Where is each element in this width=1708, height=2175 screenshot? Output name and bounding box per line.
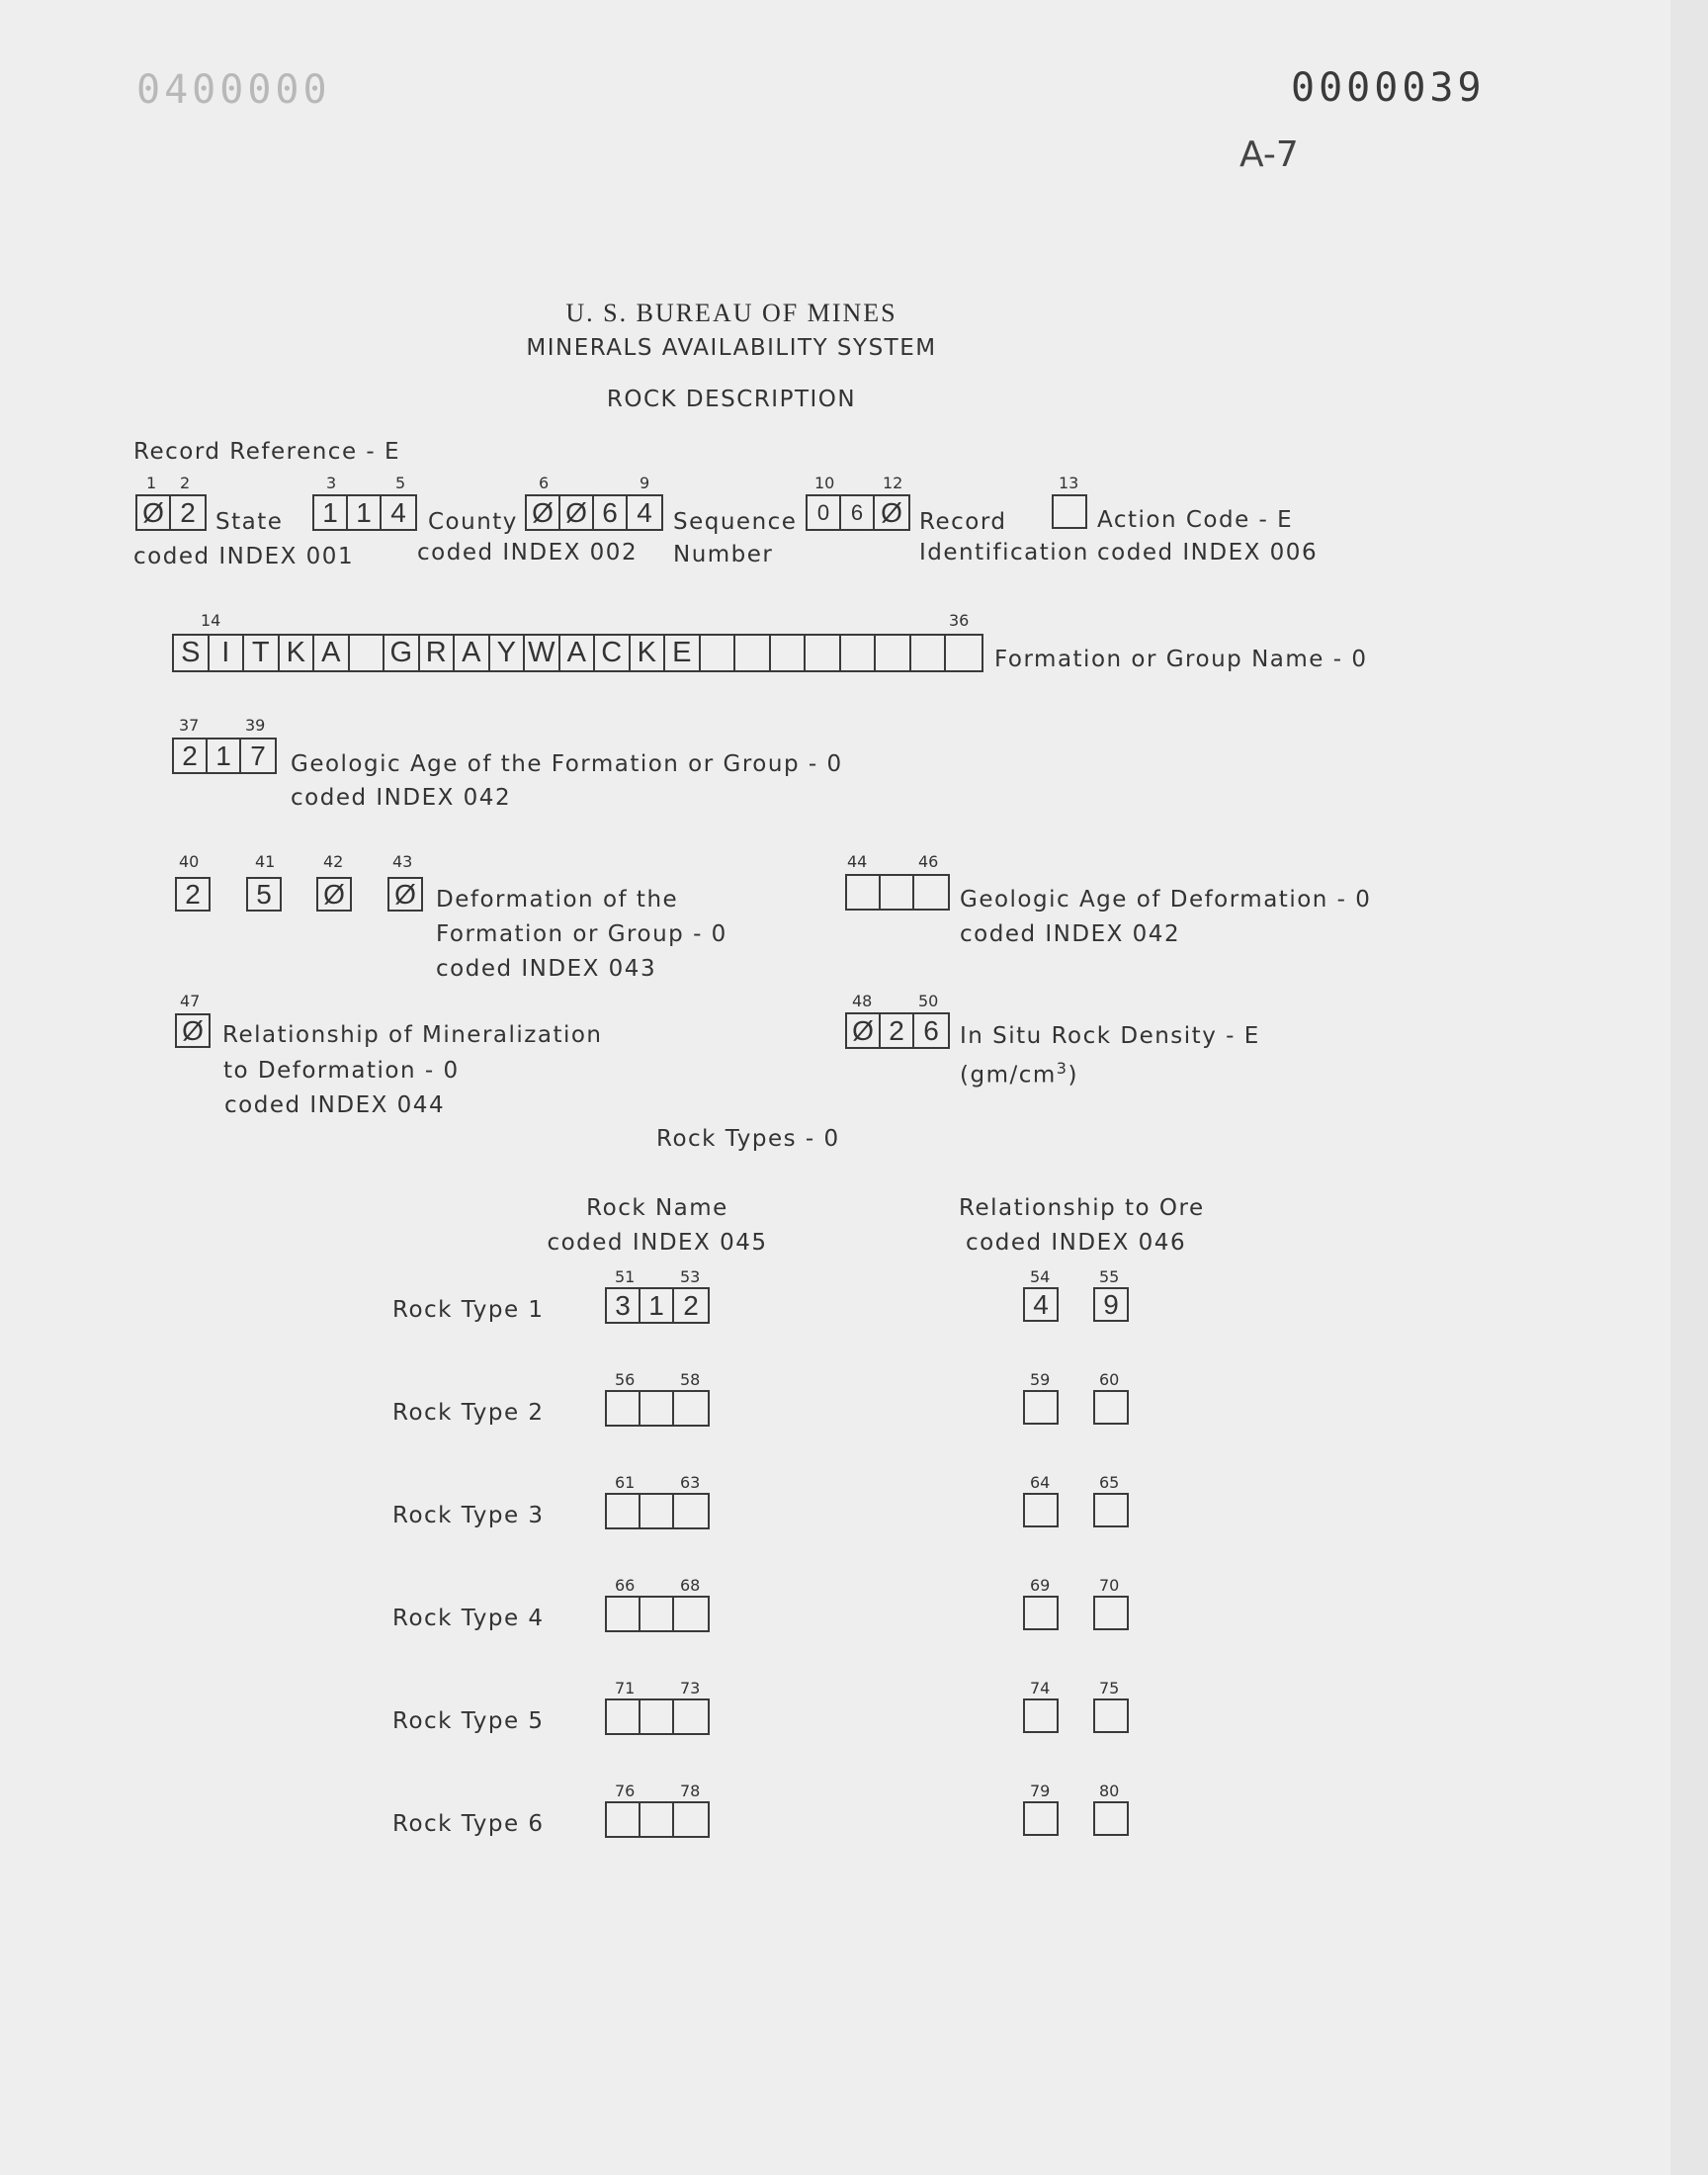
cell <box>674 1392 708 1425</box>
col-num: 71 <box>615 1679 636 1697</box>
rock-name-field[interactable] <box>605 1287 710 1324</box>
cell <box>674 1803 708 1836</box>
record-id-field[interactable] <box>806 494 910 531</box>
action-code-field[interactable] <box>1052 494 1087 529</box>
cell: Ø <box>137 496 171 529</box>
mineralization-field[interactable]: Ø <box>175 1013 211 1048</box>
col-num: 2 <box>180 474 191 492</box>
formation-cell <box>876 636 911 670</box>
relationship-field-b[interactable] <box>1093 1801 1129 1836</box>
cell <box>607 1598 640 1630</box>
document-number: 0000039 <box>1291 65 1486 111</box>
formation-cell <box>946 636 982 670</box>
rock-name-index-header: coded INDEX 045 <box>547 1230 768 1256</box>
cell: 6 <box>841 496 875 529</box>
col-num: 14 <box>201 611 221 630</box>
deformation-age-index-label: coded INDEX 042 <box>960 921 1181 947</box>
formation-cell: A <box>455 636 490 670</box>
col-num: 13 <box>1059 474 1079 492</box>
col-num: 60 <box>1099 1370 1120 1389</box>
county-code-field[interactable] <box>312 494 417 531</box>
col-num: 61 <box>615 1473 636 1492</box>
cell: 2 <box>180 496 196 528</box>
col-num: 76 <box>615 1782 636 1800</box>
form-title: ROCK DESCRIPTION <box>606 387 857 412</box>
cell <box>674 1700 708 1733</box>
state-code-field[interactable] <box>135 494 207 531</box>
col-num: 39 <box>245 716 266 735</box>
rock-type-label: Rock Type 2 <box>392 1400 545 1426</box>
col-num: 9 <box>640 474 650 492</box>
col-num: 41 <box>255 852 276 871</box>
cell: 6 <box>923 1014 939 1046</box>
action-code-label: Action Code - E <box>1097 507 1294 533</box>
cell: 1 <box>314 496 348 529</box>
mineralization-label: Relationship of Mineralization <box>222 1022 603 1048</box>
formation-name-field[interactable] <box>172 634 983 672</box>
cell <box>607 1392 640 1425</box>
formation-cell <box>701 636 736 670</box>
relationship-field-a[interactable] <box>1023 1493 1059 1527</box>
col-num: 50 <box>918 992 939 1010</box>
cell <box>674 1495 708 1527</box>
formation-name-label: Formation or Group Name - 0 <box>994 647 1368 672</box>
cell: 2 <box>683 1289 699 1321</box>
col-num: 70 <box>1099 1576 1120 1595</box>
formation-cell: C <box>595 636 631 670</box>
formation-cell: Y <box>490 636 526 670</box>
geologic-age-label: Geologic Age of the Formation or Group - 0 <box>291 751 843 777</box>
cell <box>640 1392 674 1425</box>
col-num: 3 <box>326 474 337 492</box>
rock-type-label: Rock Type 6 <box>392 1811 545 1837</box>
rock-type-label: Rock Type 4 <box>392 1606 545 1631</box>
cell: 1 <box>640 1289 674 1322</box>
col-num: 10 <box>814 474 835 492</box>
col-num: 78 <box>680 1782 701 1800</box>
deformation-field-43[interactable]: Ø <box>387 877 423 912</box>
relationship-field-b[interactable]: 9 <box>1093 1287 1129 1322</box>
col-num: 6 <box>539 474 550 492</box>
unit-exponent: 3 <box>1056 1059 1068 1078</box>
deformation-field-41[interactable]: 5 <box>246 877 282 912</box>
record-reference-label: Record Reference - E <box>133 439 401 465</box>
formation-cell: I <box>210 636 245 670</box>
cell <box>914 876 948 909</box>
col-num: 54 <box>1030 1267 1051 1286</box>
col-num: 73 <box>680 1679 701 1697</box>
formation-cell: R <box>420 636 456 670</box>
cell <box>881 876 914 909</box>
cell <box>607 1495 640 1527</box>
col-num: 63 <box>680 1473 701 1492</box>
cell: 2 <box>881 1014 914 1047</box>
cell: 3 <box>607 1289 640 1322</box>
relationship-field-b[interactable] <box>1093 1390 1129 1425</box>
mineralization-label-2: to Deformation - 0 <box>223 1058 460 1084</box>
relationship-field-b[interactable] <box>1093 1698 1129 1733</box>
col-num: 12 <box>883 474 903 492</box>
formation-cell: E <box>665 636 701 670</box>
rock-name-field[interactable] <box>605 1698 710 1735</box>
sequence-label: Sequence <box>673 509 798 535</box>
deformation-field-40[interactable]: 2 <box>175 877 211 912</box>
col-num: 58 <box>680 1370 701 1389</box>
col-num: 56 <box>615 1370 636 1389</box>
formation-cell <box>841 636 877 670</box>
col-num: 66 <box>615 1576 636 1595</box>
cell <box>640 1803 674 1836</box>
col-num: 43 <box>392 852 413 871</box>
formation-cell <box>735 636 771 670</box>
col-num: 47 <box>180 992 201 1010</box>
col-num: 53 <box>680 1267 701 1286</box>
relationship-index-header: coded INDEX 046 <box>966 1230 1187 1256</box>
cell <box>640 1495 674 1527</box>
rock-density-label: In Situ Rock Density - E <box>960 1023 1260 1049</box>
cell: Ø <box>527 496 560 529</box>
stamp-left: 0400000 <box>136 67 331 113</box>
agency-title: U. S. BUREAU OF MINES <box>565 299 897 327</box>
relationship-field-a[interactable] <box>1023 1596 1059 1630</box>
relationship-field-b[interactable] <box>1093 1493 1129 1527</box>
formation-cell: S <box>174 636 210 670</box>
col-num: 1 <box>146 474 157 492</box>
col-num: 48 <box>852 992 873 1010</box>
cell: Ø <box>847 1014 881 1047</box>
rock-type-label: Rock Type 3 <box>392 1503 545 1528</box>
unit-close: ) <box>1068 1062 1078 1088</box>
col-num: 36 <box>949 611 970 630</box>
formation-cell <box>350 636 385 670</box>
rock-type-label: Rock Type 1 <box>392 1297 545 1323</box>
rock-name-field[interactable] <box>605 1801 710 1838</box>
cell: 1 <box>208 740 241 772</box>
relationship-field-a[interactable] <box>1023 1801 1059 1836</box>
col-num: 64 <box>1030 1473 1051 1492</box>
sequence-number-field[interactable] <box>525 494 663 531</box>
unit-base: (gm/cm <box>960 1062 1057 1088</box>
col-num: 37 <box>179 716 200 735</box>
cell: 0 <box>808 496 841 529</box>
rock-type-label: Rock Type 5 <box>392 1708 545 1734</box>
cell <box>847 876 881 909</box>
deformation-field-42[interactable]: Ø <box>316 877 352 912</box>
formation-cell <box>911 636 947 670</box>
deformation-index-label: coded INDEX 043 <box>436 956 657 982</box>
county-index-label: coded INDEX 002 <box>417 540 639 566</box>
col-num: 68 <box>680 1576 701 1595</box>
relationship-field-a[interactable]: 4 <box>1023 1287 1059 1322</box>
formation-cell: A <box>314 636 350 670</box>
col-num: 55 <box>1099 1267 1120 1286</box>
deformation-age-label: Geologic Age of Deformation - 0 <box>960 887 1372 913</box>
rock-density-unit <box>960 1051 1078 1093</box>
col-num: 59 <box>1030 1370 1051 1389</box>
state-label: State <box>215 509 284 535</box>
col-num: 46 <box>918 852 939 871</box>
formation-cell: G <box>384 636 420 670</box>
cell: Ø <box>560 496 594 529</box>
action-index-label: coded INDEX 006 <box>1097 540 1319 566</box>
rock-name-column-header: Rock Name <box>586 1195 728 1221</box>
sequence-number-label: Number <box>673 542 774 567</box>
rock-types-heading: Rock Types - 0 <box>656 1126 840 1152</box>
formation-cell: K <box>280 636 315 670</box>
formation-cell <box>771 636 807 670</box>
mineralization-index-label: coded INDEX 044 <box>224 1092 446 1118</box>
deformation-label-2: Formation or Group - 0 <box>436 921 727 947</box>
relationship-field-a[interactable] <box>1023 1698 1059 1733</box>
relationship-field-a[interactable] <box>1023 1390 1059 1425</box>
formation-cell: K <box>631 636 666 670</box>
relationship-column-header: Relationship to Ore <box>959 1195 1205 1221</box>
formation-cell: A <box>560 636 596 670</box>
col-num: 74 <box>1030 1679 1051 1697</box>
col-num: 42 <box>323 852 344 871</box>
cell: Ø <box>881 496 902 528</box>
col-num: 75 <box>1099 1679 1120 1697</box>
page-reference: A-7 <box>1239 134 1299 175</box>
cell: 6 <box>594 496 628 529</box>
county-label: County <box>428 509 518 535</box>
cell: 7 <box>250 740 266 771</box>
cell <box>674 1598 708 1630</box>
rock-density-field[interactable] <box>845 1012 950 1049</box>
col-num: 65 <box>1099 1473 1120 1492</box>
col-num: 79 <box>1030 1782 1051 1800</box>
cell <box>607 1803 640 1836</box>
geologic-age-field[interactable] <box>172 738 277 774</box>
cell <box>607 1700 640 1733</box>
formation-cell: W <box>525 636 560 670</box>
cell <box>640 1700 674 1733</box>
cell: 1 <box>348 496 382 529</box>
col-num: 44 <box>847 852 868 871</box>
rock-name-field[interactable] <box>605 1493 710 1529</box>
formation-cell: T <box>244 636 280 670</box>
col-num: 5 <box>395 474 406 492</box>
col-num: 51 <box>615 1267 636 1286</box>
cell <box>640 1598 674 1630</box>
deformation-label: Deformation of the <box>436 887 679 913</box>
state-index-label: coded INDEX 001 <box>133 544 355 569</box>
rock-name-field[interactable] <box>605 1390 710 1427</box>
col-num: 80 <box>1099 1782 1120 1800</box>
col-num: 40 <box>179 852 200 871</box>
identification-label: Identification <box>919 540 1089 566</box>
relationship-field-b[interactable] <box>1093 1596 1129 1630</box>
cell: 4 <box>637 496 652 528</box>
cell: 2 <box>174 740 208 772</box>
geologic-age-index-label: coded INDEX 042 <box>291 785 512 811</box>
rock-name-field[interactable] <box>605 1596 710 1632</box>
system-title: MINERALS AVAILABILITY SYSTEM <box>526 335 937 361</box>
record-label: Record <box>919 509 1007 535</box>
cell: 4 <box>390 496 406 528</box>
deformation-age-field[interactable] <box>845 874 950 911</box>
formation-cell <box>806 636 841 670</box>
col-num: 69 <box>1030 1576 1051 1595</box>
